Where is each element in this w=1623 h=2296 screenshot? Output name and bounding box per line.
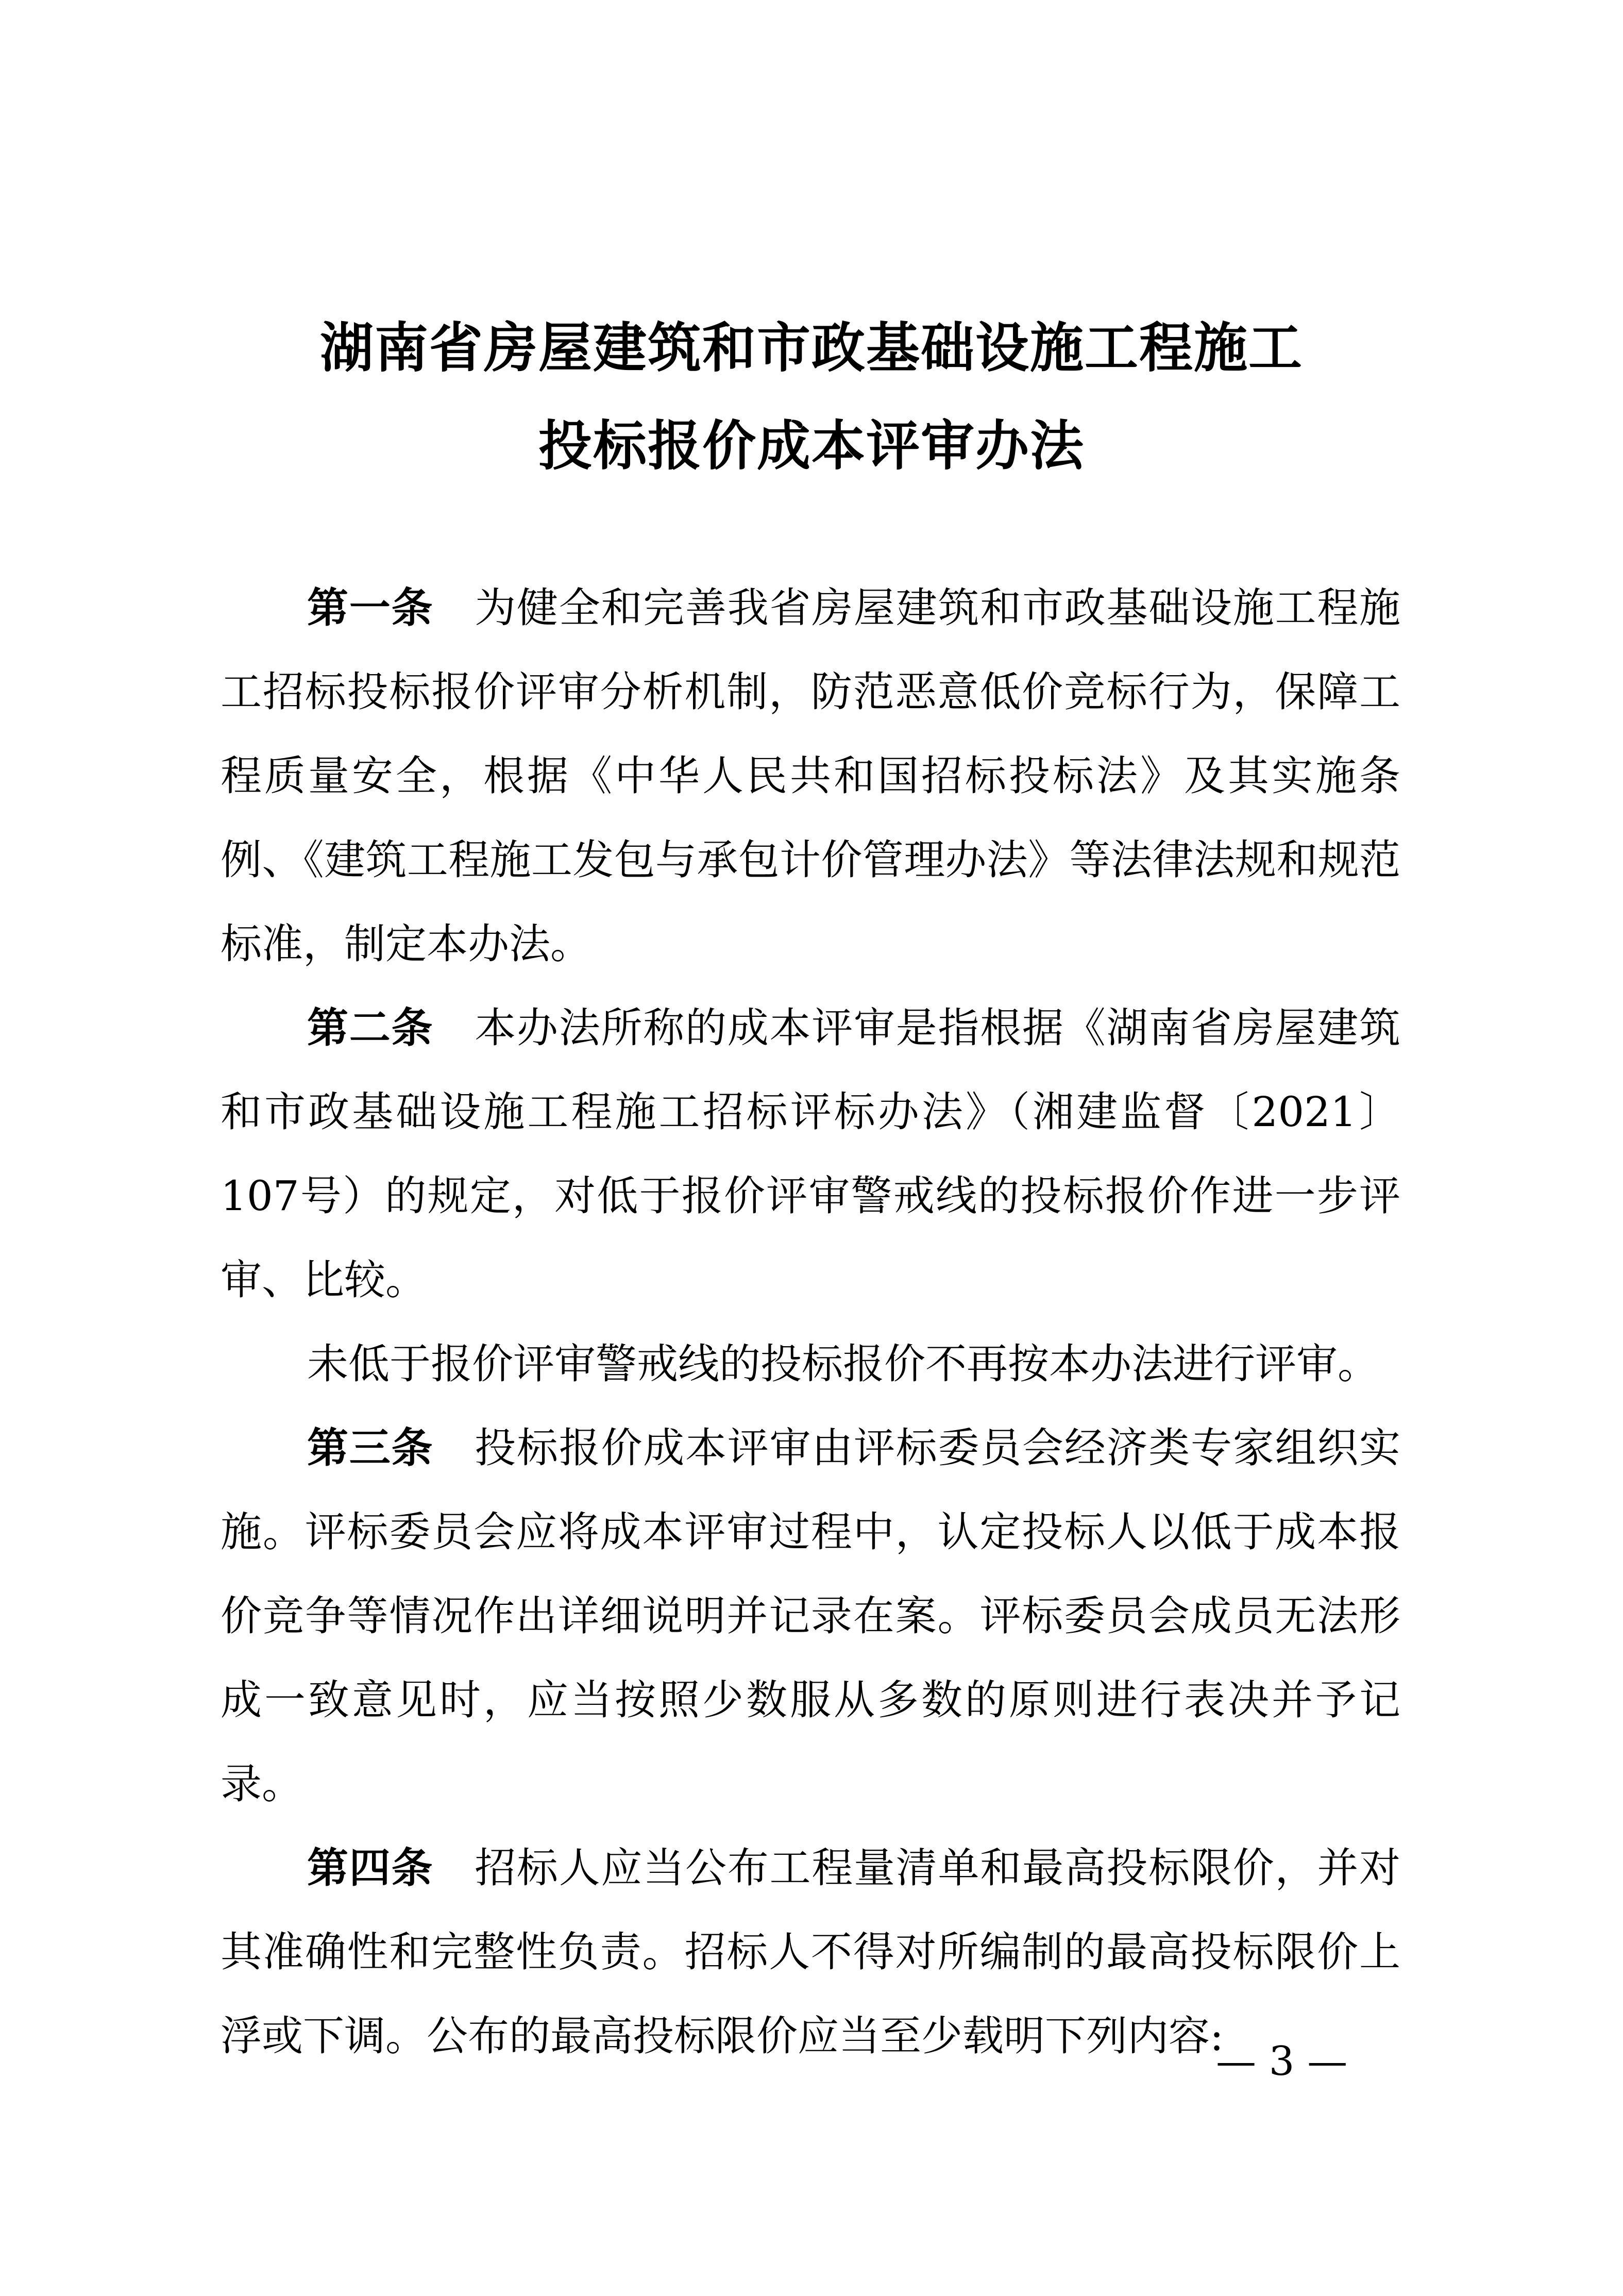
- article-text: 投标报价成本评审由评标委员会经济类专家组织实施。评标委员会应将成本评审过程中，认定投标人以低于成本报价竞争等情况作出详细说明并记录在案。评标委员会成员无法形成一致意见时，应当按照少数服从多数的原则进行表决并予记录。: [221, 1424, 1400, 1808]
- article-paragraph: [221, 566, 1400, 986]
- article-text: 本办法所称的成本评审是指根据《湖南省房屋建筑和市政基础设施工程施工招标评标办法》（湘建监督〔2021〕107号）的规定，对低于报价评审警戒线的投标报价作进一步评审、比较。: [221, 1004, 1400, 1304]
- document-body: [221, 566, 1400, 2078]
- article-number: 第一条: [307, 584, 434, 632]
- page-number: — 3 —: [1216, 2038, 1348, 2085]
- document-title-line2: 投标报价成本评审办法: [538, 414, 1085, 477]
- article-text: 未低于报价评审警戒线的投标报价不再按本办法进行评审。: [307, 1340, 1379, 1388]
- article-paragraph: [221, 1406, 1400, 1826]
- article-paragraph: [221, 986, 1400, 1322]
- article-text: 为健全和完善我省房屋建筑和市政基础设施工程施工招标投标报价评审分析机制，防范恶意低价竞标行为，保障工程质量安全，根据《中华人民共和国招标投标法》及其实施条例、《建筑工程施工发包与承包计价管理办法》等法律法规和规范标准，制定本办法。: [221, 584, 1400, 968]
- article-number: 第二条: [307, 1004, 434, 1052]
- article-number: 第三条: [307, 1424, 434, 1472]
- article-text: 招标人应当公布工程量清单和最高投标限价，并对其准确性和完整性负责。招标人不得对所编制的最高投标限价上浮或下调。公布的最高投标限价应当至少载明下列内容:: [221, 1844, 1400, 2060]
- article-number: 第四条: [307, 1844, 434, 1892]
- document-title-line1: 湖南省房屋建筑和市政基础设施工程施工: [319, 316, 1303, 379]
- article-paragraph: [221, 1322, 1400, 1406]
